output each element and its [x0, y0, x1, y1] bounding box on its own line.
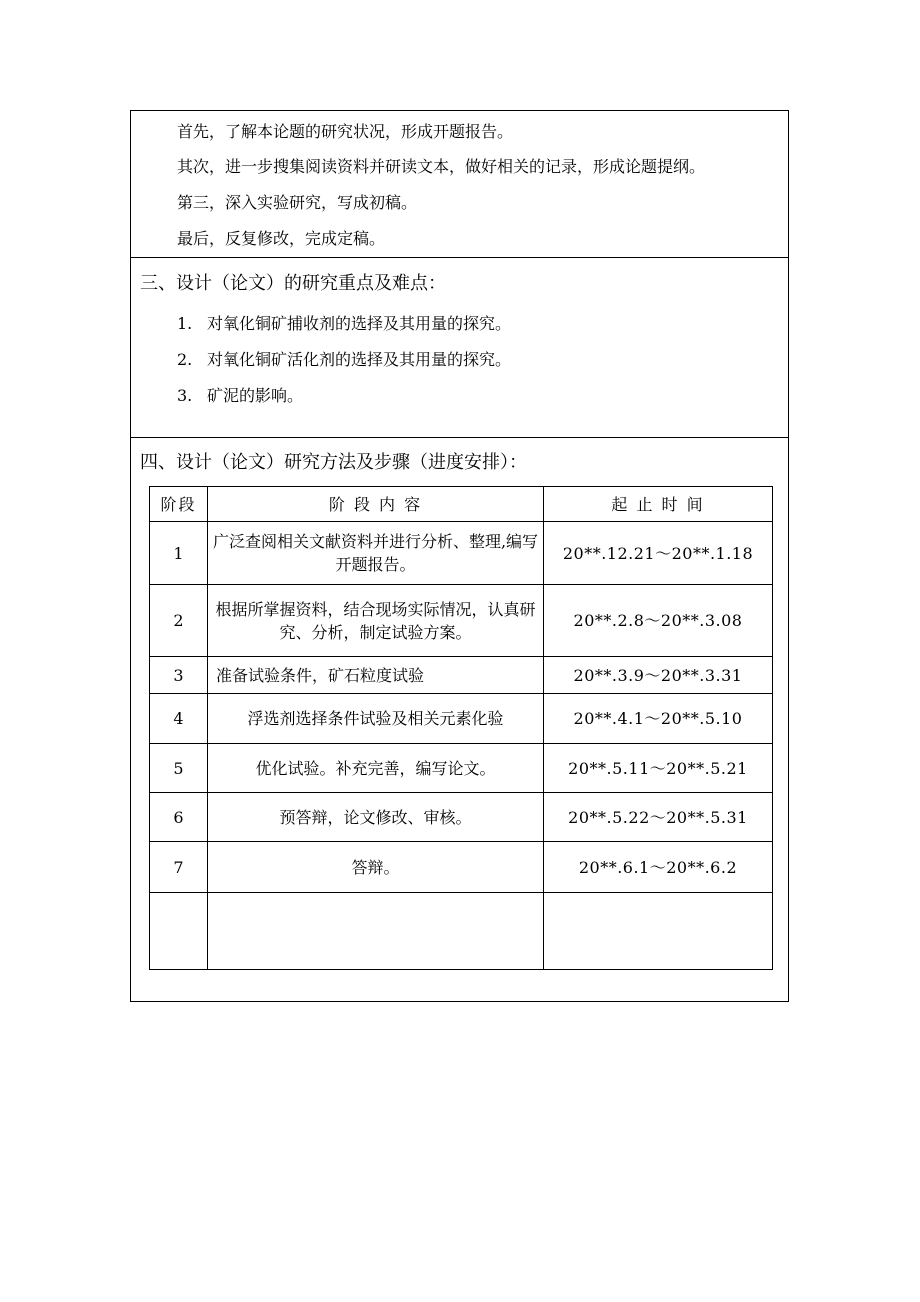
section-heading: 三、设计（论文）的研究重点及难点： — [140, 273, 446, 294]
table-row — [150, 585, 773, 657]
item-text: 对氧化铜矿捕收剂的选择及其用量的探究。 — [207, 314, 512, 333]
stage-cell — [150, 893, 208, 970]
list-item — [177, 350, 511, 370]
table-row — [150, 694, 773, 744]
item-text: 矿泥的影响。 — [207, 386, 304, 405]
step-line: 首先，了解本论题的研究状况，形成开题报告。 — [177, 122, 514, 141]
schedule-table — [149, 486, 773, 970]
table-row — [150, 522, 773, 585]
period-cell — [544, 893, 773, 970]
content-cell: 广泛查阅相关文献资料并进行分析、整理,编写开题报告。 — [208, 522, 544, 585]
stage-cell: 5 — [150, 744, 208, 793]
period-cell: 20**.5.22～20**.5.31 — [544, 793, 773, 842]
item-number: 2. — [177, 350, 193, 369]
method-steps-section — [131, 111, 788, 258]
form-page — [130, 110, 789, 1002]
list-item — [177, 314, 511, 334]
item-text: 对氧化铜矿活化剂的选择及其用量的探究。 — [207, 350, 512, 369]
stage-cell: 6 — [150, 793, 208, 842]
stage-cell: 2 — [150, 585, 208, 657]
period-cell: 20**.5.11～20**.5.21 — [544, 744, 773, 793]
stage-cell: 1 — [150, 522, 208, 585]
content-cell: 根据所掌握资料，结合现场实际情况，认真研究、分析，制定试验方案。 — [208, 585, 544, 657]
table-header-row — [150, 487, 773, 522]
table-row — [150, 744, 773, 793]
step-line: 最后，反复修改，完成定稿。 — [177, 229, 386, 248]
period-cell: 20**.3.9～20**.3.31 — [544, 657, 773, 694]
column-header-stage: 阶段 — [150, 487, 208, 522]
table-row — [150, 893, 773, 970]
table-row — [150, 842, 773, 893]
content-cell: 准备试验条件，矿石粒度试验 — [208, 657, 544, 694]
content-cell: 答辩。 — [208, 842, 544, 893]
table-row — [150, 793, 773, 842]
schedule-section — [131, 438, 788, 1001]
step-line: 其次，进一步搜集阅读资料并研读文本，做好相关的记录，形成论题提纲。 — [177, 157, 706, 176]
period-cell: 20**.6.1～20**.6.2 — [544, 842, 773, 893]
period-cell: 20**.4.1～20**.5.10 — [544, 694, 773, 744]
stage-cell: 3 — [150, 657, 208, 694]
table-row — [150, 657, 773, 694]
stage-cell: 4 — [150, 694, 208, 744]
content-cell: 优化试验。补充完善，编写论文。 — [208, 744, 544, 793]
section-heading: 四、设计（论文）研究方法及步骤（进度安排）： — [140, 452, 527, 473]
content-cell: 浮选剂选择条件试验及相关元素化验 — [208, 694, 544, 744]
list-item — [177, 386, 303, 406]
content-cell: 预答辩，论文修改、审核。 — [208, 793, 544, 842]
column-header-content: 阶 段 内 容 — [208, 487, 544, 522]
item-number: 1. — [177, 314, 193, 333]
stage-cell: 7 — [150, 842, 208, 893]
content-cell — [208, 893, 544, 970]
key-points-section — [131, 258, 788, 438]
period-cell: 20**.12.21～20**.1.18 — [544, 522, 773, 585]
step-line: 第三，深入实验研究，写成初稿。 — [177, 193, 418, 212]
period-cell: 20**.2.8～20**.3.08 — [544, 585, 773, 657]
item-number: 3. — [177, 386, 193, 405]
column-header-period: 起 止 时 间 — [544, 487, 773, 522]
